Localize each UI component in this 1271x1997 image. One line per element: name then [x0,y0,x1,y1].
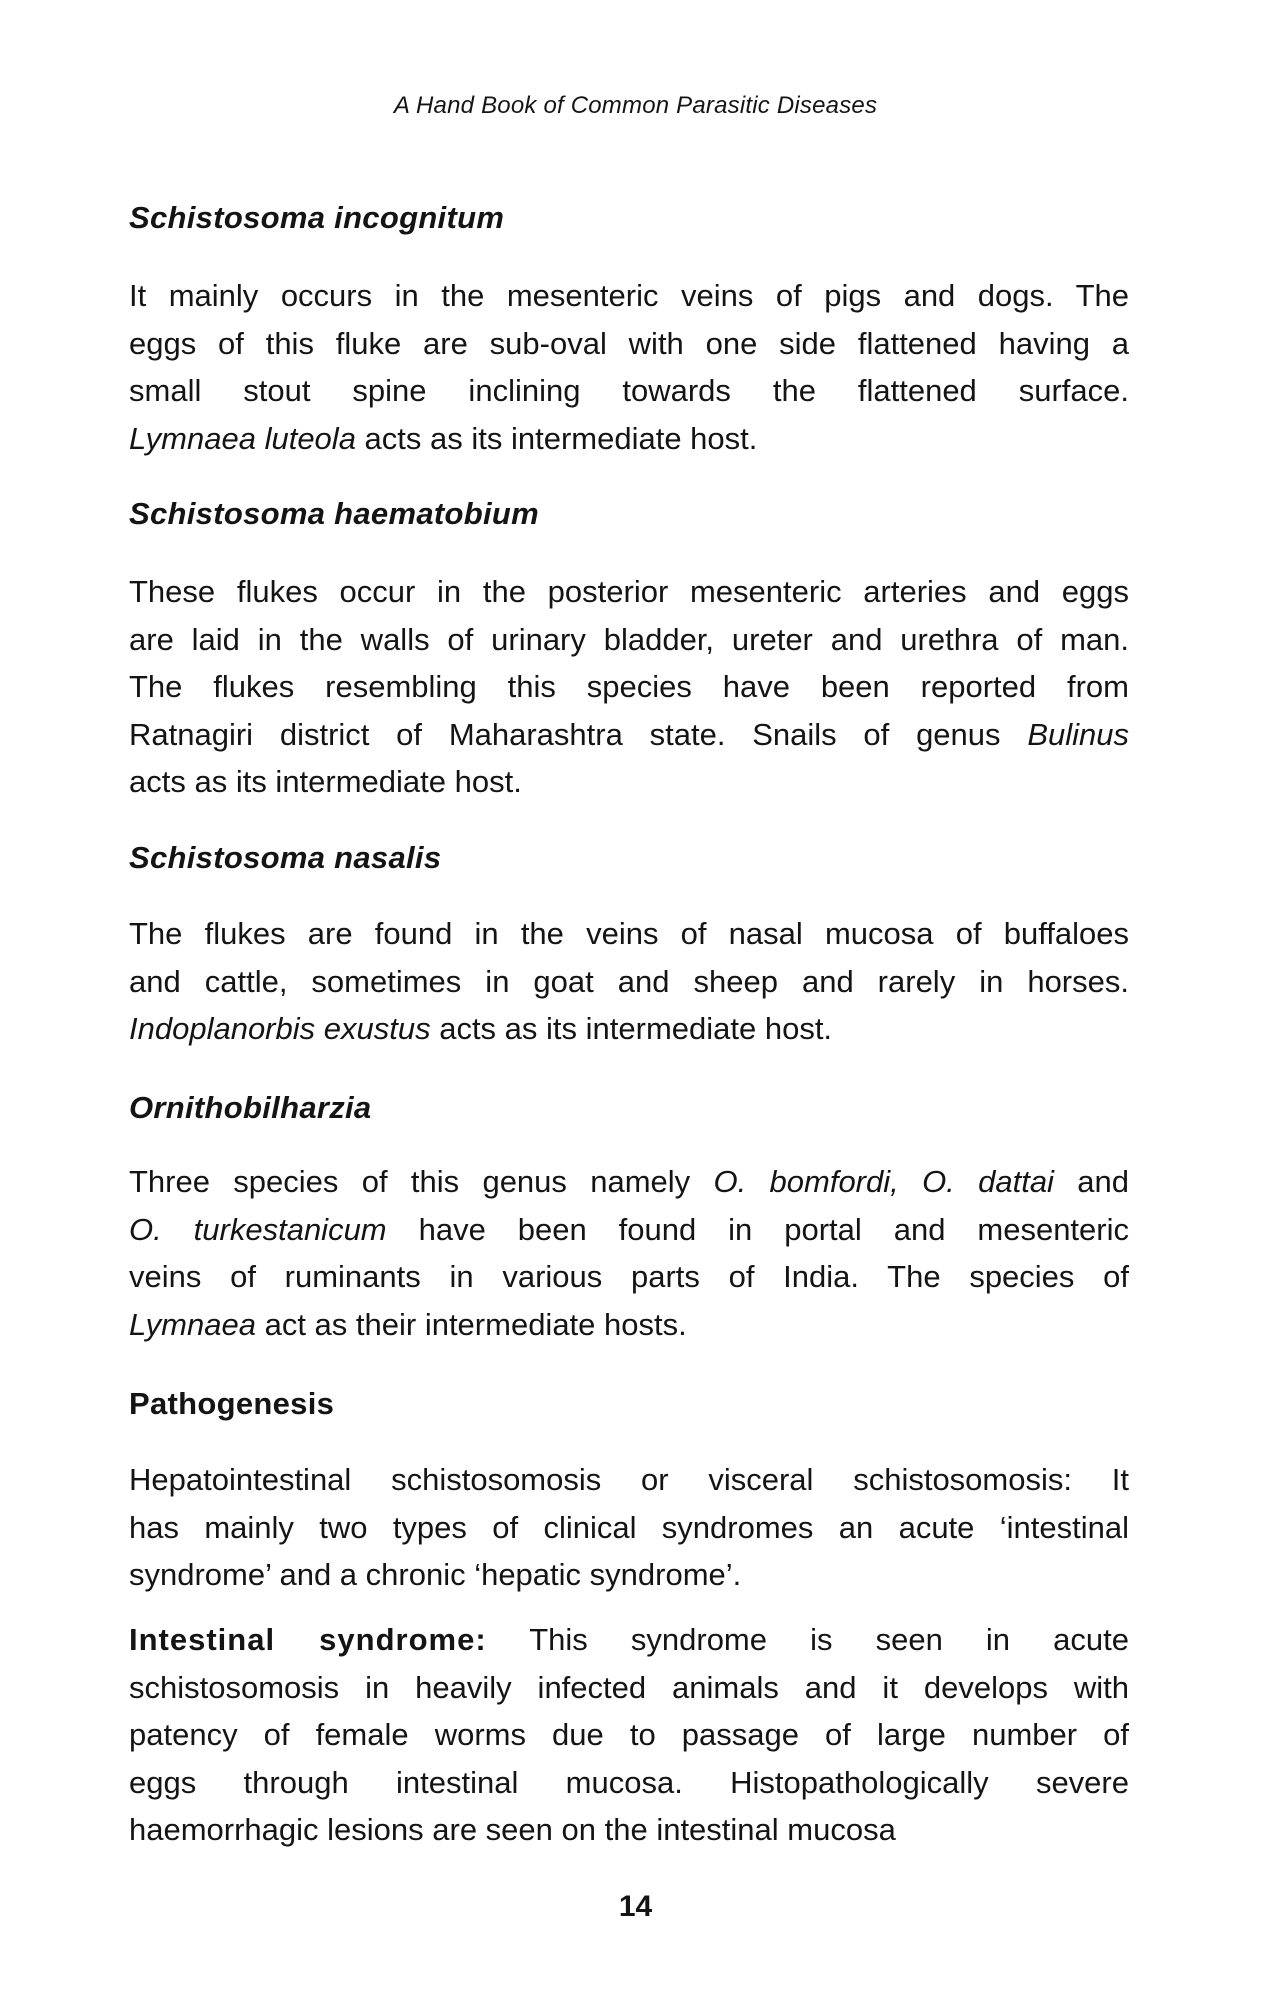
text-run: patency of female worms due to passage of large number of [129,1717,1129,1753]
text-line [129,1253,1129,1301]
species-name: Lymnaea luteola [129,420,356,456]
text-run: acts as its intermediate host. [430,1011,833,1047]
text-line [129,711,1129,759]
text-line [129,1664,1129,1712]
lead-in-label: Intestinal syndrome: [129,1622,487,1657]
paragraph-pathogenesis [129,1456,1129,1599]
heading-pathogenesis: Pathogenesis [129,1386,335,1421]
text-line [129,1759,1129,1807]
text-run: syndrome’ and a chronic ‘hepatic syndrome’. [129,1557,742,1593]
text-line [129,367,1129,415]
species-name: Indoplanorbis exustus [129,1011,431,1047]
text-line [129,272,1129,320]
text-run: small stout spine inclining towards the flattened surface. [129,373,1129,409]
text-line [129,1158,1129,1206]
text-run: have been found in portal and mesenteric [386,1211,1129,1247]
heading-ornithobilharzia: Ornithobilharzia [129,1090,372,1125]
running-head: A Hand Book of Common Parasitic Diseases [393,92,878,119]
paragraph-schistosoma-nasalis [129,910,1129,1053]
text-run: These flukes occur in the posterior mesenteric arteries and eggs [129,574,1129,609]
text-line [129,415,1129,463]
paragraph-ornithobilharzia [129,1158,1129,1348]
text-run: It mainly occurs in the mesenteric veins of pigs and dogs. The [129,278,1129,313]
text-line [129,958,1129,1006]
text-line [129,758,1129,806]
text-run: veins of ruminants in various parts of India. The species of [129,1259,1129,1295]
text-run: schistosomosis in heavily infected animals and it develops with [129,1669,1129,1705]
species-name: O. bomfordi, O. dattai [713,1164,1054,1199]
paragraph-schistosoma-haematobium [129,568,1129,806]
text-line [129,1504,1129,1552]
text-run: Ratnagiri district of Maharashtra state. Snails of genus [129,716,1028,752]
text-run: are laid in the walls of urinary bladder, ureter and urethra of man. [129,621,1129,657]
text-run: haemorrhagic lesions are seen on the intestinal mucosa [129,1812,896,1848]
page-number: 14 [618,1890,653,1923]
text-line [129,1206,1129,1254]
text-run: eggs of this fluke are sub-oval with one side flattened having a [129,325,1129,361]
text-run: eggs through intestinal mucosa. Histopathologically severe [129,1764,1129,1800]
species-name: Bulinus [1027,716,1129,752]
species-name: O. turkestanicum [129,1211,387,1247]
heading-schistosoma-incognitum: Schistosoma incognitum [129,200,505,235]
text-line [129,1616,1129,1664]
text-line [129,663,1129,711]
species-name: Lymnaea [129,1306,256,1342]
text-line [129,910,1129,958]
text-line [129,616,1129,664]
heading-schistosoma-haematobium: Schistosoma haematobium [129,496,539,531]
text-line [129,1806,1129,1854]
paragraph-schistosoma-incognitum [129,272,1129,462]
text-run: Three species of this genus namely [129,1164,714,1199]
text-run: act as their intermediate hosts. [255,1306,687,1342]
text-line [129,1301,1129,1349]
text-line [129,1456,1129,1504]
text-run: and cattle, sometimes in goat and sheep and rarely in horses. [129,963,1129,999]
text-run: Hepatointestinal schistosomosis or visceral schistosomosis: It [129,1462,1129,1497]
text-line [129,320,1129,368]
text-line [129,568,1129,616]
text-line [129,1551,1129,1599]
text-run: The flukes resembling this species have been reported from [129,669,1129,705]
text-run: This syndrome is seen in acute [486,1622,1129,1657]
text-run: acts as its intermediate host. [355,420,758,456]
text-run: has mainly two types of clinical syndromes an acute ‘intestinal [129,1509,1129,1545]
paragraph-intestinal-syndrome [129,1616,1129,1854]
text-line [129,1711,1129,1759]
text-line [129,1005,1129,1053]
text-run: The flukes are found in the veins of nasal mucosa of buffaloes [129,916,1129,951]
text-run: acts as its intermediate host. [129,764,522,800]
text-run: and [1053,1164,1129,1199]
heading-schistosoma-nasalis: Schistosoma nasalis [129,840,442,875]
